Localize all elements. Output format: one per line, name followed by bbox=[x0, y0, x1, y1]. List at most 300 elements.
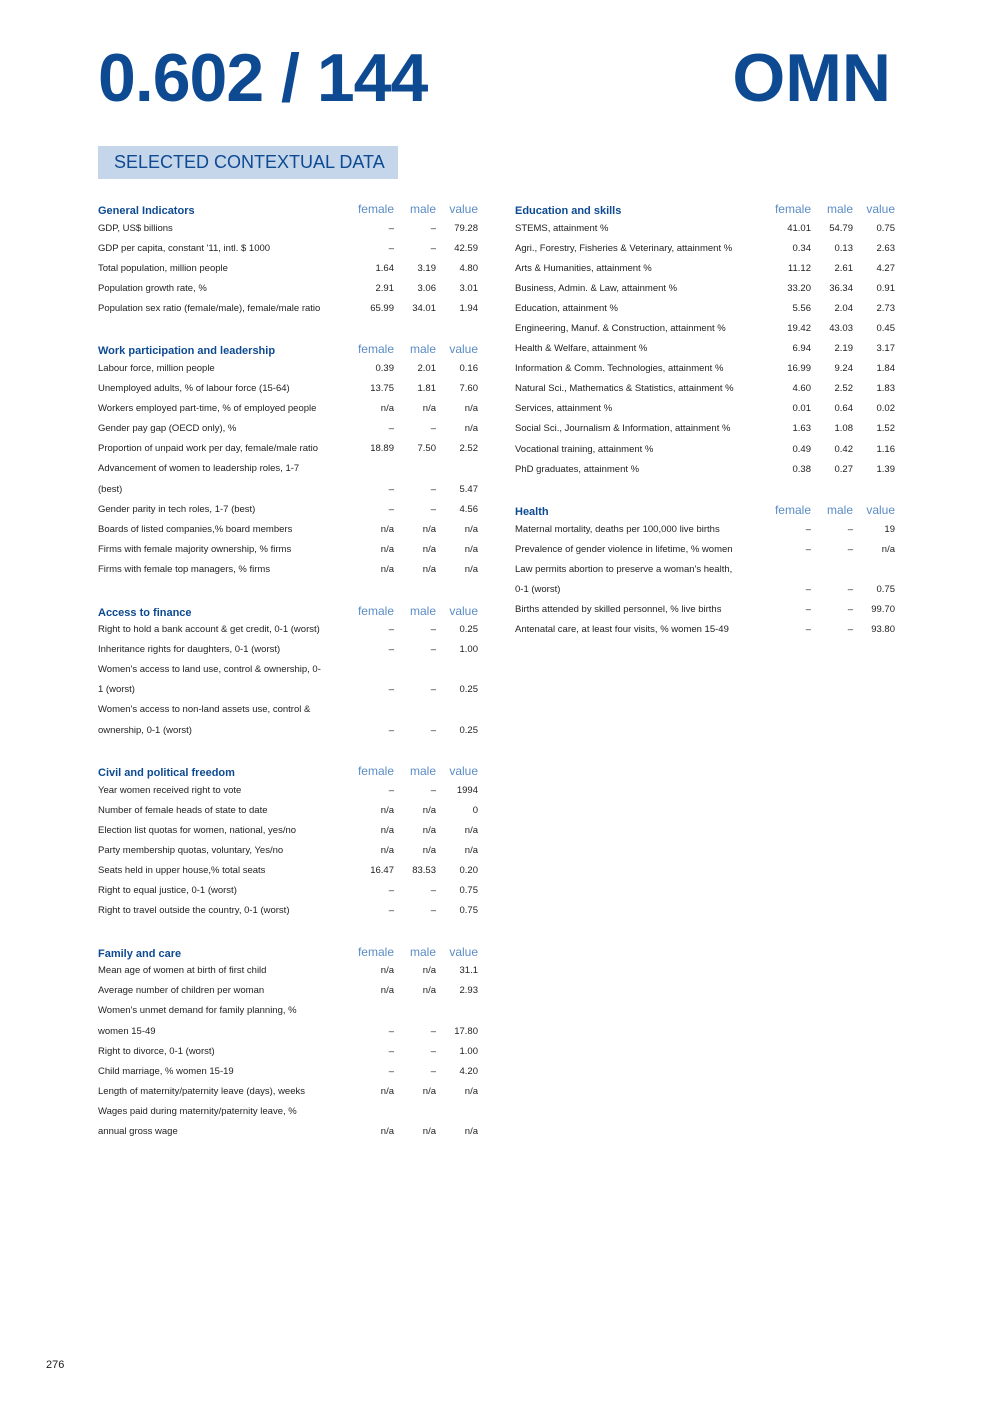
row-label: Right to equal justice, 0-1 (worst) bbox=[98, 885, 237, 897]
cell-male: 0.42 bbox=[834, 443, 853, 455]
row-label: Gender pay gap (OECD only), % bbox=[98, 423, 237, 435]
cell-female: 2.91 bbox=[375, 282, 394, 294]
column-header-value: value bbox=[866, 202, 895, 216]
cell-female: n/a bbox=[380, 985, 394, 997]
cell-value: 3.01 bbox=[459, 282, 478, 294]
cell-male: 0.27 bbox=[834, 463, 853, 475]
cell-value: 0.75 bbox=[876, 584, 895, 596]
cell-female: 1.64 bbox=[375, 262, 394, 274]
column-header-male: male bbox=[826, 503, 853, 518]
row-label: GDP per capita, constant '11, intl. $ 1000 bbox=[98, 242, 271, 254]
cell-male: 2.52 bbox=[834, 383, 853, 395]
cell-value: n/a bbox=[464, 403, 478, 415]
section-title: Education and skills bbox=[515, 205, 622, 217]
row-label: Population sex ratio (female/male), female/male ratio bbox=[98, 302, 321, 314]
cell-female: n/a bbox=[380, 824, 394, 836]
cell-female: – bbox=[805, 523, 811, 535]
table-row bbox=[515, 399, 895, 419]
cell-male: n/a bbox=[422, 543, 436, 555]
cell-value: 0.75 bbox=[459, 885, 478, 897]
cell-value: n/a bbox=[464, 543, 478, 555]
row-label: Boards of listed companies,% board members bbox=[98, 523, 293, 535]
page-number: 276 bbox=[46, 1359, 65, 1371]
data-section bbox=[98, 941, 478, 1142]
row-label: women 15-49 bbox=[98, 1025, 156, 1037]
cell-male: n/a bbox=[422, 403, 436, 415]
cell-female: – bbox=[805, 584, 811, 596]
cell-male: 2.19 bbox=[834, 343, 853, 355]
table-row bbox=[98, 258, 478, 278]
column-header-value: value bbox=[449, 944, 478, 959]
row-label: Advancement of women to leadership roles, 1-7 bbox=[98, 463, 300, 475]
row-label: Proportion of unpaid work per day, female/male ratio bbox=[98, 443, 319, 455]
column-header-value: value bbox=[449, 603, 478, 618]
cell-female: 6.94 bbox=[792, 343, 811, 355]
cell-value: 4.27 bbox=[876, 262, 895, 274]
row-label: Labour force, million people bbox=[98, 363, 215, 375]
cell-male: – bbox=[847, 543, 853, 555]
cell-value: 0.25 bbox=[459, 724, 478, 736]
row-label: Women's access to non-land assets use, control & bbox=[98, 704, 311, 716]
cell-male: n/a bbox=[422, 965, 436, 977]
cell-value: 2.73 bbox=[876, 302, 895, 314]
row-label: Women's access to land use, control & ownership, 0- bbox=[98, 664, 321, 676]
cell-male: n/a bbox=[422, 1085, 436, 1097]
row-label: Party membership quotas, voluntary, Yes/no bbox=[98, 844, 284, 856]
row-label: Total population, million people bbox=[98, 262, 228, 274]
section-header bbox=[98, 941, 478, 961]
cell-male: 0.64 bbox=[834, 403, 853, 415]
cell-female: – bbox=[388, 222, 394, 234]
cell-male: – bbox=[430, 624, 436, 636]
section-header bbox=[98, 760, 478, 780]
cell-value: n/a bbox=[464, 824, 478, 836]
right-column bbox=[515, 198, 895, 660]
cell-male: 9.24 bbox=[834, 363, 853, 375]
cell-female: – bbox=[805, 543, 811, 555]
cell-male: – bbox=[430, 1065, 436, 1077]
cell-male: – bbox=[430, 503, 436, 515]
column-header-female: female bbox=[774, 202, 811, 216]
row-label: Mean age of women at birth of first child bbox=[98, 965, 267, 977]
cell-female: 18.89 bbox=[370, 443, 394, 455]
cell-female: 1.63 bbox=[792, 423, 811, 435]
column-header-value: value bbox=[866, 503, 895, 518]
row-label: PhD graduates, attainment % bbox=[515, 463, 640, 475]
index-score: 0.602 / 144 bbox=[98, 40, 428, 116]
column-header-female: female bbox=[357, 764, 394, 779]
table-row bbox=[98, 519, 478, 539]
row-label: Year women received right to vote bbox=[98, 784, 242, 796]
row-label: Natural Sci., Mathematics & Statistics, attainment % bbox=[515, 383, 734, 395]
cell-female: – bbox=[388, 684, 394, 696]
cell-male: – bbox=[430, 483, 436, 495]
cell-value: 2.93 bbox=[459, 985, 478, 997]
table-row bbox=[98, 680, 478, 700]
row-label: Workers employed part-time, % of employed people bbox=[98, 403, 317, 415]
table-row bbox=[515, 439, 895, 459]
table-row bbox=[515, 519, 895, 539]
cell-male: 43.03 bbox=[829, 323, 853, 335]
cell-female: – bbox=[388, 483, 394, 495]
table-row bbox=[98, 298, 478, 318]
row-label: Number of female heads of state to date bbox=[98, 804, 268, 816]
cell-male: 7.50 bbox=[417, 443, 436, 455]
cell-male: – bbox=[847, 604, 853, 616]
cell-male: n/a bbox=[422, 523, 436, 535]
row-label: annual gross wage bbox=[98, 1126, 178, 1138]
cell-value: 0.02 bbox=[876, 403, 895, 415]
row-label: Right to divorce, 0-1 (worst) bbox=[98, 1045, 215, 1057]
cell-female: 19.42 bbox=[787, 323, 811, 335]
table-row bbox=[98, 800, 478, 820]
data-section bbox=[515, 198, 895, 479]
cell-female: – bbox=[388, 885, 394, 897]
cell-value: 0.45 bbox=[876, 323, 895, 335]
section-header bbox=[98, 198, 478, 218]
cell-male: – bbox=[430, 1045, 436, 1057]
table-row bbox=[98, 1081, 478, 1101]
cell-value: 1.94 bbox=[459, 302, 478, 314]
section-title: Health bbox=[515, 506, 549, 519]
column-header-female: female bbox=[357, 944, 394, 959]
cell-value: 3.17 bbox=[876, 343, 895, 355]
cell-female: n/a bbox=[380, 543, 394, 555]
table-row bbox=[515, 600, 895, 620]
row-label: Agri., Forestry, Fisheries & Veterinary, attainment % bbox=[515, 242, 733, 254]
table-row bbox=[98, 278, 478, 298]
cell-female: 16.47 bbox=[370, 864, 394, 876]
column-header-male: male bbox=[409, 944, 436, 959]
cell-value: 1.83 bbox=[876, 383, 895, 395]
cell-female: – bbox=[388, 724, 394, 736]
cell-value: 2.52 bbox=[459, 443, 478, 455]
cell-value: 0 bbox=[472, 804, 478, 816]
cell-female: 65.99 bbox=[370, 302, 394, 314]
cell-value: 1994 bbox=[456, 784, 478, 796]
cell-female: – bbox=[388, 1065, 394, 1077]
table-row bbox=[98, 479, 478, 499]
table-row bbox=[515, 419, 895, 439]
table-row bbox=[515, 238, 895, 258]
cell-female: 0.38 bbox=[792, 463, 811, 475]
column-header-male: male bbox=[409, 764, 436, 779]
cell-male: 54.79 bbox=[829, 222, 853, 234]
cell-value: 0.25 bbox=[459, 684, 478, 696]
cell-female: 4.60 bbox=[792, 383, 811, 395]
cell-male: – bbox=[430, 784, 436, 796]
section-title: Family and care bbox=[98, 947, 182, 960]
data-section bbox=[98, 760, 478, 921]
cell-value: 7.60 bbox=[459, 383, 478, 395]
table-row bbox=[515, 539, 895, 559]
cell-female: n/a bbox=[380, 403, 394, 415]
table-row bbox=[98, 439, 478, 459]
cell-male: n/a bbox=[422, 824, 436, 836]
cell-male: 0.13 bbox=[834, 242, 853, 254]
cell-male: 2.04 bbox=[834, 302, 853, 314]
table-row bbox=[98, 238, 478, 258]
row-label: Business, Admin. & Law, attainment % bbox=[515, 282, 678, 294]
row-label: ownership, 0-1 (worst) bbox=[98, 724, 192, 736]
table-row bbox=[515, 379, 895, 399]
cell-female: 5.56 bbox=[792, 302, 811, 314]
cell-male: n/a bbox=[422, 844, 436, 856]
cell-value: 4.56 bbox=[459, 503, 478, 515]
row-label: 0-1 (worst) bbox=[515, 584, 561, 596]
table-row bbox=[98, 559, 478, 579]
row-label: Information & Comm. Technologies, attainment % bbox=[515, 363, 724, 375]
cell-value: 2.63 bbox=[876, 242, 895, 254]
table-row bbox=[515, 339, 895, 359]
row-label: Gender parity in tech roles, 1-7 (best) bbox=[98, 503, 256, 515]
row-label: Prevalence of gender violence in lifetime, % women bbox=[515, 543, 733, 555]
left-column bbox=[98, 198, 478, 1162]
cell-male: – bbox=[430, 885, 436, 897]
cell-female: n/a bbox=[380, 804, 394, 816]
cell-female: 13.75 bbox=[370, 383, 394, 395]
cell-value: 1.16 bbox=[876, 443, 895, 455]
cell-female: 0.49 bbox=[792, 443, 811, 455]
cell-male: 2.61 bbox=[834, 262, 853, 274]
column-header-male: male bbox=[409, 603, 436, 618]
row-label: Child marriage, % women 15-19 bbox=[98, 1065, 234, 1077]
column-header-female: female bbox=[357, 342, 394, 357]
cell-female: 33.20 bbox=[787, 282, 811, 294]
cell-male: 1.08 bbox=[834, 423, 853, 435]
row-label: Unemployed adults, % of labour force (15-64) bbox=[98, 383, 290, 395]
table-row bbox=[98, 499, 478, 519]
cell-value: 17.80 bbox=[454, 1025, 478, 1037]
table-row bbox=[98, 399, 478, 419]
column-header-male: male bbox=[826, 202, 853, 216]
cell-male: 3.06 bbox=[417, 282, 436, 294]
cell-female: – bbox=[388, 784, 394, 796]
row-label: Health & Welfare, attainment % bbox=[515, 343, 648, 355]
cell-male: – bbox=[847, 523, 853, 535]
cell-female: 0.39 bbox=[375, 363, 394, 375]
section-title: General Indicators bbox=[98, 205, 195, 217]
table-row bbox=[98, 620, 478, 640]
section-title: Civil and political freedom bbox=[98, 767, 235, 780]
row-label: (best) bbox=[98, 483, 123, 495]
row-label: STEMS, attainment % bbox=[515, 222, 609, 234]
cell-male: 3.19 bbox=[417, 262, 436, 274]
table-row bbox=[515, 359, 895, 379]
cell-female: 16.99 bbox=[787, 363, 811, 375]
cell-value: 0.20 bbox=[459, 864, 478, 876]
table-row bbox=[98, 700, 478, 720]
cell-male: 36.34 bbox=[829, 282, 853, 294]
column-header-male: male bbox=[409, 202, 436, 216]
row-label: Antenatal care, at least four visits, % women 15-49 bbox=[515, 624, 729, 636]
row-label: Population growth rate, % bbox=[98, 282, 207, 294]
table-row bbox=[98, 961, 478, 981]
cell-value: 79.28 bbox=[454, 222, 478, 234]
cell-female: – bbox=[388, 242, 394, 254]
row-label: Seats held in upper house,% total seats bbox=[98, 864, 266, 876]
cell-value: 31.1 bbox=[459, 965, 478, 977]
cell-value: n/a bbox=[881, 543, 895, 555]
table-row bbox=[98, 1101, 478, 1121]
table-row bbox=[98, 218, 478, 238]
table-row bbox=[98, 660, 478, 680]
cell-value: 0.91 bbox=[876, 282, 895, 294]
cell-female: n/a bbox=[380, 1085, 394, 1097]
table-row bbox=[515, 278, 895, 298]
cell-female: – bbox=[805, 604, 811, 616]
row-label: Engineering, Manuf. & Construction, attainment % bbox=[515, 323, 726, 335]
cell-male: n/a bbox=[422, 1126, 436, 1138]
cell-female: – bbox=[388, 423, 394, 435]
table-row bbox=[98, 780, 478, 800]
table-row bbox=[98, 1061, 478, 1081]
table-row bbox=[98, 1041, 478, 1061]
row-label: Wages paid during maternity/paternity leave, % bbox=[98, 1105, 297, 1117]
cell-male: – bbox=[847, 624, 853, 636]
cell-value: n/a bbox=[464, 423, 478, 435]
table-row bbox=[98, 379, 478, 399]
section-title: Work participation and leadership bbox=[98, 345, 276, 358]
cell-male: – bbox=[430, 1025, 436, 1037]
row-label: Maternal mortality, deaths per 100,000 live births bbox=[515, 523, 720, 535]
cell-value: 1.00 bbox=[459, 1045, 478, 1057]
table-row bbox=[98, 459, 478, 479]
table-row bbox=[515, 258, 895, 278]
cell-female: – bbox=[805, 624, 811, 636]
row-label: 1 (worst) bbox=[98, 684, 135, 696]
column-header-female: female bbox=[774, 503, 811, 518]
cell-value: 1.00 bbox=[459, 644, 478, 656]
cell-value: 1.84 bbox=[876, 363, 895, 375]
row-label: Firms with female top managers, % firms bbox=[98, 563, 271, 575]
cell-male: – bbox=[430, 905, 436, 917]
cell-value: 0.16 bbox=[459, 363, 478, 375]
table-row bbox=[98, 1001, 478, 1021]
cell-male: – bbox=[430, 242, 436, 254]
table-row bbox=[98, 1021, 478, 1041]
cell-value: n/a bbox=[464, 844, 478, 856]
cell-value: 0.75 bbox=[459, 905, 478, 917]
row-label: Vocational training, attainment % bbox=[515, 443, 654, 455]
data-section bbox=[98, 338, 478, 579]
cell-male: n/a bbox=[422, 563, 436, 575]
row-label: Right to hold a bank account & get credit, 0-1 (worst) bbox=[98, 624, 320, 636]
cell-value: 4.80 bbox=[459, 262, 478, 274]
cell-value: n/a bbox=[464, 1085, 478, 1097]
table-row bbox=[98, 358, 478, 378]
table-row bbox=[515, 218, 895, 238]
cell-value: 99.70 bbox=[871, 604, 895, 616]
cell-female: – bbox=[388, 1025, 394, 1037]
section-header bbox=[515, 499, 895, 519]
column-header-value: value bbox=[449, 342, 478, 357]
table-row bbox=[515, 559, 895, 579]
cell-female: – bbox=[388, 905, 394, 917]
row-label: GDP, US$ billions bbox=[98, 222, 173, 234]
cell-female: n/a bbox=[380, 844, 394, 856]
cell-male: – bbox=[430, 222, 436, 234]
row-label: Arts & Humanities, attainment % bbox=[515, 262, 652, 274]
cell-female: 0.01 bbox=[792, 403, 811, 415]
cell-male: 1.81 bbox=[417, 383, 436, 395]
cell-female: n/a bbox=[380, 965, 394, 977]
cell-female: – bbox=[388, 503, 394, 515]
row-label: Average number of children per woman bbox=[98, 985, 265, 997]
section-header bbox=[515, 198, 895, 218]
cell-male: – bbox=[430, 684, 436, 696]
row-label: Firms with female majority ownership, % firms bbox=[98, 543, 292, 555]
row-label: Services, attainment % bbox=[515, 403, 613, 415]
cell-value: 0.25 bbox=[459, 624, 478, 636]
column-header-male: male bbox=[409, 342, 436, 357]
table-row bbox=[98, 640, 478, 660]
cell-female: – bbox=[388, 1045, 394, 1057]
row-label: Births attended by skilled personnel, % live births bbox=[515, 604, 722, 616]
cell-value: n/a bbox=[464, 563, 478, 575]
column-header-value: value bbox=[449, 764, 478, 779]
table-row bbox=[515, 298, 895, 318]
cell-value: n/a bbox=[464, 1126, 478, 1138]
cell-value: 42.59 bbox=[454, 242, 478, 254]
cell-female: n/a bbox=[380, 1126, 394, 1138]
table-row bbox=[515, 459, 895, 479]
section-header bbox=[98, 338, 478, 358]
row-label: Length of maternity/paternity leave (days), weeks bbox=[98, 1085, 305, 1097]
cell-value: 4.20 bbox=[459, 1065, 478, 1077]
table-row bbox=[98, 881, 478, 901]
table-row bbox=[98, 1121, 478, 1141]
table-row bbox=[98, 820, 478, 840]
cell-female: 0.34 bbox=[792, 242, 811, 254]
cell-female: – bbox=[388, 644, 394, 656]
cell-female: 41.01 bbox=[787, 222, 811, 234]
row-label: Election list quotas for women, national, yes/no bbox=[98, 824, 297, 836]
table-row bbox=[98, 840, 478, 860]
table-row bbox=[98, 539, 478, 559]
cell-female: – bbox=[388, 624, 394, 636]
cell-female: n/a bbox=[380, 523, 394, 535]
country-code: OMN bbox=[732, 40, 891, 116]
cell-value: n/a bbox=[464, 523, 478, 535]
row-label: Right to travel outside the country, 0-1 (worst) bbox=[98, 905, 290, 917]
table-row bbox=[98, 901, 478, 921]
section-title: Access to finance bbox=[98, 606, 192, 619]
table-row bbox=[515, 580, 895, 600]
cell-value: 0.75 bbox=[876, 222, 895, 234]
column-header-value: value bbox=[449, 202, 478, 216]
table-row bbox=[98, 981, 478, 1001]
cell-male: – bbox=[430, 644, 436, 656]
table-row bbox=[515, 620, 895, 640]
cell-value: 93.80 bbox=[871, 624, 895, 636]
data-section bbox=[98, 198, 478, 318]
row-label: Social Sci., Journalism & Information, attainment % bbox=[515, 423, 731, 435]
row-label: Women's unmet demand for family planning, % bbox=[98, 1005, 297, 1017]
cell-male: 2.01 bbox=[417, 363, 436, 375]
cell-male: n/a bbox=[422, 804, 436, 816]
cell-value: 5.47 bbox=[459, 483, 478, 495]
column-header-female: female bbox=[357, 603, 394, 618]
cell-male: – bbox=[430, 724, 436, 736]
table-row bbox=[98, 860, 478, 880]
column-header-female: female bbox=[357, 202, 394, 216]
data-section bbox=[515, 499, 895, 640]
cell-value: 19 bbox=[884, 523, 895, 535]
section-header bbox=[98, 600, 478, 620]
cell-male: – bbox=[430, 423, 436, 435]
table-row bbox=[98, 419, 478, 439]
